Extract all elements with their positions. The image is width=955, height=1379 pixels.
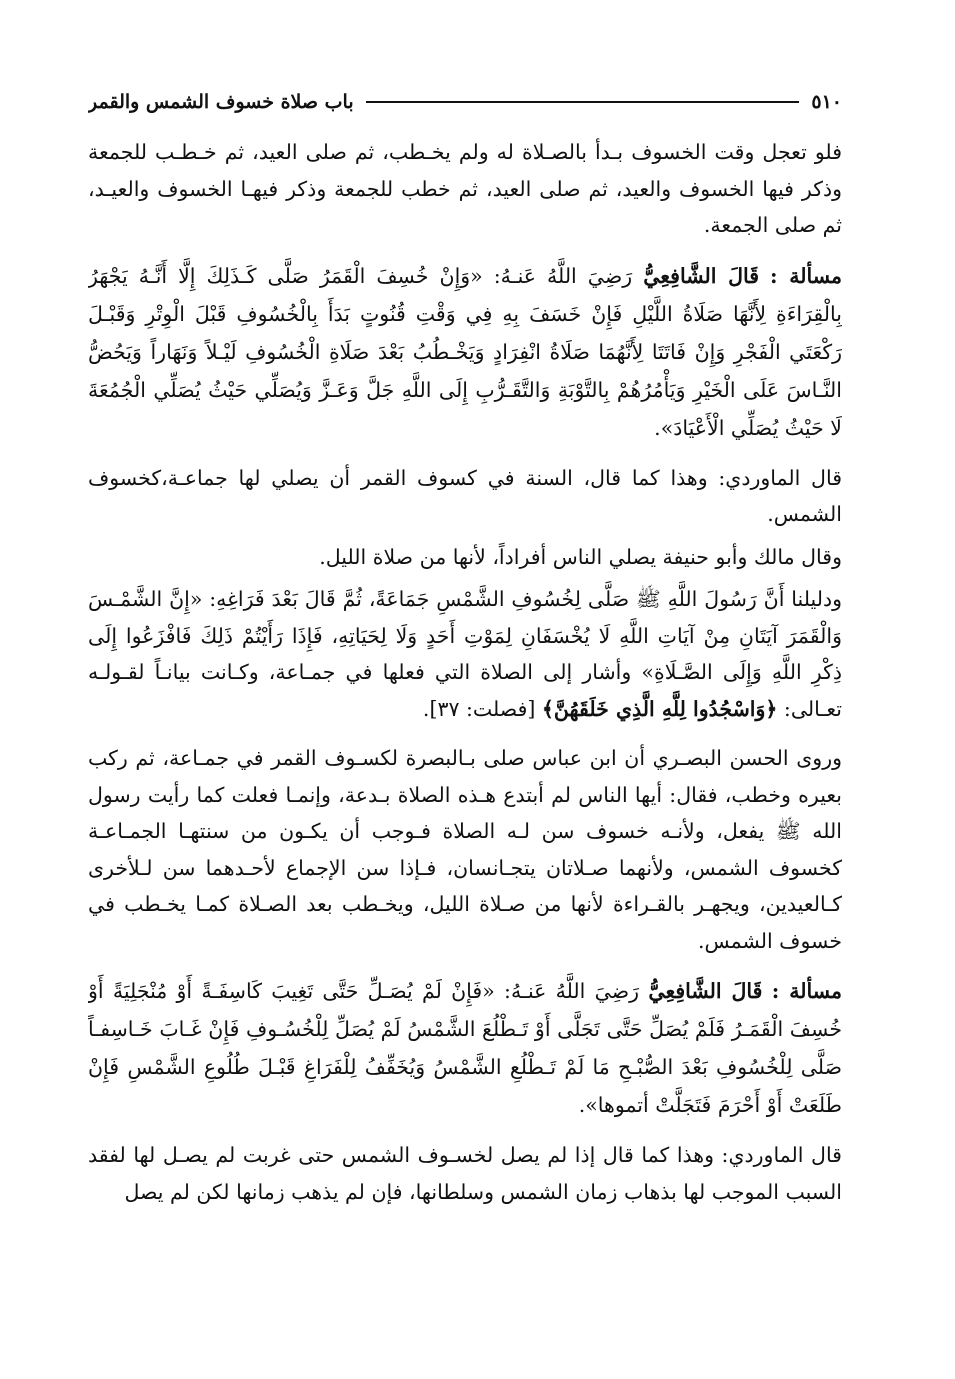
paragraph-1: فلو تعجل وقت الخسوف بـدأ بالصـلاة له ولم يخـطب، ثم صلى العيد، ثم خـطـب للجمعة وذكر فيها الخسوف والعيد، ثم صلى العيد، ثم خطب للجمعة وذكر فيهـا الخسوف والعيـد، ثم صلى الجمعة. xyxy=(88,140,842,237)
masala-2 xyxy=(88,972,842,1124)
page-content xyxy=(88,134,842,1210)
paragraph-5: وروى الحسن البصـري أن ابن عباس صلى بـالبصرة لكسـوف القمر في جمـاعة، ثم ركب بعيره وخطب، فقال: أيها الناس لم أبتدع هـذه الصلاة بـدعة، وإنمـا فعلت كما رأيت رسول الله ﷺ يفعل، ولأنـه خسوف سن لـه الصلاة فـوجب أن يكـون من سنتهـا الجمـاعـة كخسوف الشمس، ولأنهما صـلاتان يتجـانسان، فـإذا سن الإجماع لأحـدهما سن لـلأخرى كـالعيدين، ويجهـر بالقـراءة لأنها من صـلاة الليل، ويخـطب بعد الصـلاة كمـا يخـطب في خسوف الشمس. xyxy=(88,746,842,953)
verse-citation: [فصلت: ٣٧]. xyxy=(422,696,536,721)
quran-verse: ﴿وَاسْجُدُوا لِلَّهِ الَّذِي خَلَقَهُنَّ﴾ xyxy=(541,696,778,721)
masala-1 xyxy=(88,257,842,447)
paragraph-2: قال الماوردي: وهذا كما قال، السنة في كسوف القمر أن يصلي لها جماعـة،كخسوف الشمس. xyxy=(88,465,842,526)
evidence-text: ودليلنا أَنَّ رَسُولَ اللَّهِ ﷺ صَلَّى لِخُسُوفِ الشَّمْسِ جَمَاعَةً، ثُمَّ قَالَ بَعْدَ فَرَاغِهِ: «إِنَّ الشَّمْـسَ وَالْقَمَرَ آيَتَانِ مِنْ آيَاتِ اللَّهِ لَا يُخْسَفَانِ لِمَوْتِ أَحَدٍ وَلَا لِحَيَاتِهِ، فَإِذَا رَأَيْتُمْ ذَلِكَ فَافْزَعُوا إِلَى ذِكْرِ اللَّهِ وَإِلَى الصَّـلَاةِ» وأشار إلى الصلاة التي فعلها في جمـاعة، وكـانت بيانـاً لقـولـه تعـالى: xyxy=(88,587,842,721)
masala-label: مسألة : xyxy=(770,263,842,288)
page-header xyxy=(88,84,842,120)
chapter-title: باب صلاة خسوف الشمس والقمر xyxy=(88,91,354,113)
page-number: ٥١٠ xyxy=(811,91,842,113)
header-rule xyxy=(366,101,800,103)
masala-text: رَضِيَ اللَّهُ عَنـهُ: «وَإِنْ خُسِفَ الْقَمَرُ صَلَّى كَـذَلِكَ إِلَّا أَنَّـهُ يَجْهَرُ بِالْقِرَاءَةِ لِأَنَّهَا صَلَاةُ اللَّيْلِ فَإِنْ خَسَفَ بِهِ فِي وَقْتِ قُنُوتٍ بَدَأَ بِالْخُسُوفِ قَبْلَ الْوِتْرِ وَقَبْـلَ رَكْعَتَي الْفَجْرِ وَإِنْ فَاتَتَا لِأَنَّهُمَا صَلَاةُ انْفِرَادٍ وَيَخْـطُبُ بَعْدَ صَلَاةِ الْخُسُوفِ لَيْـلاً وَنَهَاراً وَيَحُضُّ النَّـاسَ عَلَى الْخَيْرِ وَيَأْمُرُهُمْ بِالتَّوْبَةِ وَالتَّقَـرُّبِ إِلَى اللَّهِ جَلَّ وَعَـزَّ وَيُصَلِّي حَيْثُ يُصَلِّي الْجُمُعَةَ لَا حَيْثُ يُصَلِّي الْأَعْيَادَ». xyxy=(88,263,842,440)
paragraph-6: قال الماوردي: وهذا كما قال إذا لم يصل لخسـوف الشمس حتى غربت لم يصـل لها لفقد السبب الموجب لها بذهاب زمان الشمس وسلطانها، فإن لم يذهب زمانها لكن لم يصل xyxy=(88,1143,842,1204)
book-page xyxy=(88,84,842,1354)
speaker-name: قَالَ الشَّافِعِيُّ xyxy=(643,263,760,288)
speaker-name: قَالَ الشَّافِعِيُّ xyxy=(648,979,763,1003)
paragraph-3: وقال مالك وأبو حنيفة يصلي الناس أفراداً، لأنها من صلاة الليل. xyxy=(319,544,842,569)
masala-text: رَضِيَ اللَّهُ عَنـهُ: «فَإِنْ لَمْ يُصَـلِّ حَتَّى تَغِيبَ كَاسِفَـةً أَوْ مُنْجَلِيَةً أَوْ خُسِفَ الْقَمَـرُ فَلَمْ يُصَلِّ حَتَّى تَجَلَّى أَوْ تَـطْلُعَ الشَّمْسُ لَمْ يُصَلِّ لِلْخُسُـوفِ فَإِنْ غَـابَ خَـاسِفـاً صَلَّى لِلْخُسُوفِ بَعْدَ الصُّبْـحِ مَا لَمْ تَـطْلُعِ الشَّمْسُ وَيُخَفِّفُ لِلْفَرَاغِ قَبْـلَ طُلُوعِ الشَّمْسِ فَإِنْ طَلَعَتْ أَوْ أَحْرَمَ فَتَجَلَّتْ أتموها». xyxy=(88,979,842,1117)
masala-label: مسألة : xyxy=(771,979,842,1003)
paragraph-4 xyxy=(88,581,842,727)
